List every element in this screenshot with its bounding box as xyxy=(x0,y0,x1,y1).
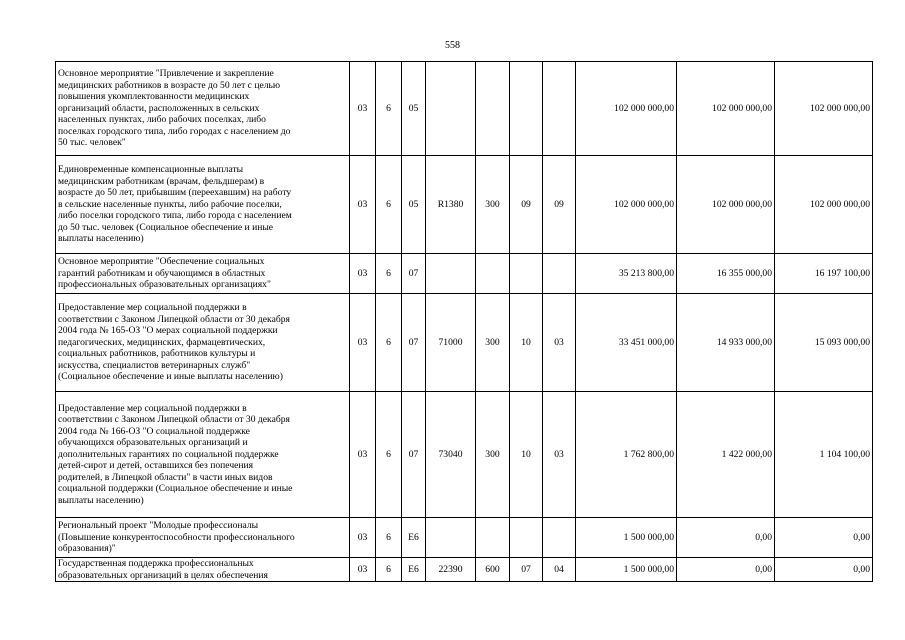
amount-cell-1: 33 451 000,00 xyxy=(576,294,677,392)
subsection-cell: 04 xyxy=(543,558,576,582)
amount-cell-2: 102 000 000,00 xyxy=(677,62,775,156)
code-cell: 03 xyxy=(350,294,376,392)
code-cell: 05 xyxy=(402,62,426,156)
table-row xyxy=(56,294,873,392)
target-article-cell: 71000 xyxy=(426,294,476,392)
expense-type-cell: 300 xyxy=(476,156,510,254)
amount-cell-2: 102 000 000,00 xyxy=(677,156,775,254)
table-row xyxy=(56,392,873,518)
row-name-cell xyxy=(56,518,350,558)
code-cell: 6 xyxy=(376,62,402,156)
code-cell: 07 xyxy=(402,294,426,392)
amount-cell-2: 0,00 xyxy=(677,518,775,558)
row-name-text: Предоставление мер социальной поддержки в соответствии с Законом Липецкой области от 30 декабря 2004 года № 165-ОЗ "О мерах социальной поддержки педагогических, медицинских, фармацевтических, социальных работников, работников культуры и искусства, специалистов ветеринарных служб" (Социальное обеспечение и иные выплаты населению) xyxy=(58,302,290,383)
expense-type-cell: 300 xyxy=(476,294,510,392)
code-cell: 03 xyxy=(350,254,376,294)
amount-cell-1: 1 500 000,00 xyxy=(576,558,677,582)
table-row xyxy=(56,62,873,156)
code-cell: 03 xyxy=(350,518,376,558)
target-article-cell: 22390 xyxy=(426,558,476,582)
code-cell: Е6 xyxy=(402,558,426,582)
table-row xyxy=(56,156,873,254)
row-name-cell xyxy=(56,156,350,254)
subsection-cell xyxy=(543,62,576,156)
row-name-cell xyxy=(56,62,350,156)
code-cell: 03 xyxy=(350,62,376,156)
expense-type-cell xyxy=(476,62,510,156)
code-cell: 07 xyxy=(402,254,426,294)
code-cell: 03 xyxy=(350,558,376,582)
subsection-cell: 03 xyxy=(543,294,576,392)
row-name-text: Основное мероприятие "Обеспечение социальных гарантий работникам и обучающимся в областных профессиональных образовательных организациях" xyxy=(58,256,271,291)
table-row xyxy=(56,558,873,582)
target-article-cell: 73040 xyxy=(426,392,476,518)
expense-type-cell xyxy=(476,518,510,558)
target-article-cell xyxy=(426,254,476,294)
row-name-cell xyxy=(56,254,350,294)
row-name-cell xyxy=(56,294,350,392)
amount-cell-3: 1 104 100,00 xyxy=(775,392,873,518)
row-name-cell xyxy=(56,558,350,582)
amount-cell-2: 1 422 000,00 xyxy=(677,392,775,518)
section-cell: 09 xyxy=(510,156,543,254)
code-cell: 6 xyxy=(376,156,402,254)
row-name-text: Предоставление мер социальной поддержки в соответствии с Законом Липецкой области от 30 декабря 2004 года № 166-ОЗ "О социальной поддержке обучающихся образовательных организаций и дополнительных гарантиях по социальной поддержке детей-сирот и детей, оставшихся без попечения родителей, в Липецкой области" в части иных видов социальной поддержки (Социальное обеспечение и иные выплаты населению) xyxy=(58,402,293,506)
amount-cell-3: 16 197 100,00 xyxy=(775,254,873,294)
code-cell: 6 xyxy=(376,558,402,582)
code-cell: 03 xyxy=(350,392,376,518)
table-row xyxy=(56,254,873,294)
row-name-text: Единовременные компенсационные выплаты медицинским работникам (врачам, фельдшерам) в возрасте до 50 лет, прибывшим (переехавшим) на работу в сельские населенные пункты, либо рабочие поселки, либо поселки городского типа, либо города с населением до 50 тыс. человек (Социальное обеспечение и иные выплаты населению) xyxy=(58,164,292,245)
section-cell xyxy=(510,254,543,294)
amount-cell-2: 0,00 xyxy=(677,558,775,582)
section-cell: 10 xyxy=(510,294,543,392)
amount-cell-1: 1 500 000,00 xyxy=(576,518,677,558)
table-row xyxy=(56,518,873,558)
target-article-cell xyxy=(426,518,476,558)
section-cell: 10 xyxy=(510,392,543,518)
code-cell: Е6 xyxy=(402,518,426,558)
code-cell: 6 xyxy=(376,294,402,392)
code-cell: 6 xyxy=(376,392,402,518)
amount-cell-3: 15 093 000,00 xyxy=(775,294,873,392)
code-cell: 03 xyxy=(350,156,376,254)
amount-cell-1: 1 762 800,00 xyxy=(576,392,677,518)
row-name-text: Региональный проект "Молодые профессионалы (Повышение конкурентоспособности профессионального образования)" xyxy=(58,520,295,555)
amount-cell-2: 16 355 000,00 xyxy=(677,254,775,294)
expense-type-cell: 300 xyxy=(476,392,510,518)
row-name-text: Государственная поддержка профессиональных образовательных организаций в целях обеспечения xyxy=(58,558,268,581)
amount-cell-2: 14 933 000,00 xyxy=(677,294,775,392)
row-name-text: Основное мероприятие "Привлечение и закрепление медицинских работников в возрасте до 50 лет с целью повышения укомплектованности медицинских организаций области, расположенных в сельских населенных пунктах, либо рабочих поселках, либо поселках городского типа, либо городах с населением до 50 тыс. человек" xyxy=(58,68,291,149)
row-name-cell xyxy=(56,392,350,518)
budget-table xyxy=(55,61,873,582)
target-article-cell xyxy=(426,62,476,156)
amount-cell-3: 0,00 xyxy=(775,518,873,558)
code-cell: 07 xyxy=(402,392,426,518)
page-number: 558 xyxy=(445,40,460,51)
target-article-cell: R1380 xyxy=(426,156,476,254)
subsection-cell: 03 xyxy=(543,392,576,518)
code-cell: 6 xyxy=(376,254,402,294)
section-cell xyxy=(510,62,543,156)
subsection-cell xyxy=(543,254,576,294)
expense-type-cell: 600 xyxy=(476,558,510,582)
section-cell xyxy=(510,518,543,558)
amount-cell-1: 102 000 000,00 xyxy=(576,62,677,156)
code-cell: 05 xyxy=(402,156,426,254)
subsection-cell xyxy=(543,518,576,558)
amount-cell-3: 0,00 xyxy=(775,558,873,582)
amount-cell-1: 35 213 800,00 xyxy=(576,254,677,294)
amount-cell-1: 102 000 000,00 xyxy=(576,156,677,254)
code-cell: 6 xyxy=(376,518,402,558)
amount-cell-3: 102 000 000,00 xyxy=(775,156,873,254)
amount-cell-3: 102 000 000,00 xyxy=(775,62,873,156)
subsection-cell: 09 xyxy=(543,156,576,254)
expense-type-cell xyxy=(476,254,510,294)
section-cell: 07 xyxy=(510,558,543,582)
